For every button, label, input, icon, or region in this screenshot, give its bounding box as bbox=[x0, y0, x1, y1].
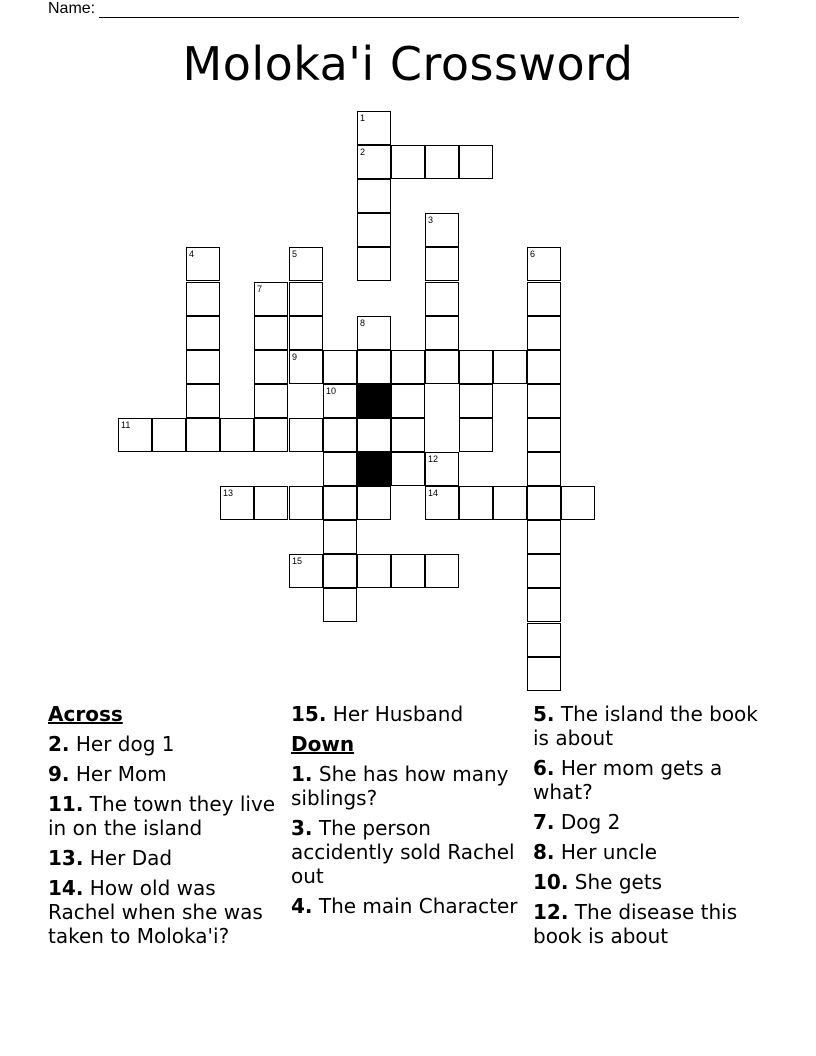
clue-number: 1 bbox=[360, 113, 366, 123]
grid-cell[interactable] bbox=[220, 486, 254, 520]
grid-cell[interactable] bbox=[425, 282, 459, 316]
clue-number: 10 bbox=[326, 386, 337, 396]
grid-cell[interactable] bbox=[254, 350, 288, 384]
grid-cell[interactable] bbox=[220, 418, 254, 452]
grid-cell[interactable] bbox=[561, 486, 595, 520]
clue-item bbox=[533, 900, 771, 948]
grid-cell[interactable] bbox=[425, 350, 459, 384]
grid-cell[interactable] bbox=[357, 316, 391, 350]
clue-number: 3 bbox=[428, 215, 434, 225]
grid-cell[interactable] bbox=[493, 350, 527, 384]
grid-cell[interactable] bbox=[186, 282, 220, 316]
grid-cell[interactable] bbox=[357, 179, 391, 213]
grid-cell[interactable] bbox=[391, 554, 425, 588]
clue-number: 7 bbox=[257, 284, 263, 294]
clue-item-number: 13. bbox=[48, 846, 84, 870]
clue-item-number: 15. bbox=[291, 702, 327, 726]
black-square bbox=[357, 384, 391, 418]
grid-cell[interactable] bbox=[391, 418, 425, 452]
clue-item bbox=[48, 792, 286, 840]
clue-item bbox=[48, 762, 286, 786]
grid-cell[interactable] bbox=[425, 316, 459, 350]
grid-cell[interactable] bbox=[357, 145, 391, 179]
grid-cell[interactable] bbox=[527, 247, 561, 281]
clue-item-text: The person accidently sold Rachel out bbox=[291, 816, 515, 888]
clue-item-text: The island the book is about bbox=[533, 702, 758, 750]
grid-cell[interactable] bbox=[527, 418, 561, 452]
grid-cell[interactable] bbox=[289, 486, 323, 520]
clue-item bbox=[533, 840, 771, 864]
clue-item-text: Her Dad bbox=[83, 846, 173, 870]
clue-item-text: The town they live in on the island bbox=[48, 792, 276, 840]
clue-item-number: 14. bbox=[48, 876, 84, 900]
grid-cell[interactable] bbox=[323, 452, 357, 486]
grid-cell[interactable] bbox=[357, 418, 391, 452]
grid-cell[interactable] bbox=[527, 657, 561, 691]
clue-number: 2 bbox=[360, 147, 366, 157]
grid-cell[interactable] bbox=[459, 384, 493, 418]
grid-cell[interactable] bbox=[357, 111, 391, 145]
grid-cell[interactable] bbox=[186, 316, 220, 350]
name-label: Name: bbox=[48, 0, 96, 17]
clue-item-text: Her uncle bbox=[554, 840, 658, 864]
grid-cell[interactable] bbox=[391, 452, 425, 486]
grid-cell[interactable] bbox=[527, 384, 561, 418]
grid-cell[interactable] bbox=[357, 554, 391, 588]
grid-cell[interactable] bbox=[391, 350, 425, 384]
grid-cell[interactable] bbox=[425, 247, 459, 281]
clue-item-text: How old was Rachel when she was taken to Moloka'i? bbox=[48, 876, 263, 948]
grid-cell[interactable] bbox=[186, 247, 220, 281]
clue-number: 5 bbox=[292, 249, 298, 259]
clue-item bbox=[533, 756, 771, 804]
grid-cell[interactable] bbox=[493, 486, 527, 520]
clue-item bbox=[291, 702, 529, 726]
grid-cell[interactable] bbox=[459, 145, 493, 179]
grid-cell[interactable] bbox=[527, 554, 561, 588]
grid-cell[interactable] bbox=[459, 486, 493, 520]
grid-cell[interactable] bbox=[527, 486, 561, 520]
clue-item-number: 6. bbox=[533, 756, 555, 780]
grid-cell[interactable] bbox=[391, 145, 425, 179]
clue-item-number: 3. bbox=[291, 816, 313, 840]
grid-cell[interactable] bbox=[289, 247, 323, 281]
grid-cell[interactable] bbox=[254, 418, 288, 452]
grid-cell[interactable] bbox=[357, 486, 391, 520]
grid-cell[interactable] bbox=[289, 316, 323, 350]
grid-cell[interactable] bbox=[254, 316, 288, 350]
clue-number: 13 bbox=[223, 488, 234, 498]
grid-cell[interactable] bbox=[186, 418, 220, 452]
grid-cell[interactable] bbox=[357, 213, 391, 247]
clue-column-2 bbox=[291, 702, 529, 924]
clue-number: 9 bbox=[292, 352, 298, 362]
clue-item-number: 1. bbox=[291, 762, 313, 786]
grid-cell[interactable] bbox=[459, 350, 493, 384]
grid-cell[interactable] bbox=[527, 520, 561, 554]
clue-column-3 bbox=[533, 702, 771, 954]
clue-item-text: The disease this book is about bbox=[533, 900, 738, 948]
grid-cell[interactable] bbox=[425, 213, 459, 247]
grid-cell[interactable] bbox=[425, 554, 459, 588]
clue-column-1 bbox=[48, 702, 286, 954]
grid-cell[interactable] bbox=[289, 554, 323, 588]
clue-item bbox=[291, 816, 529, 888]
clue-number: 4 bbox=[189, 249, 195, 259]
grid-cell[interactable] bbox=[289, 418, 323, 452]
grid-cell[interactable] bbox=[527, 282, 561, 316]
grid-cell[interactable] bbox=[323, 520, 357, 554]
grid-cell[interactable] bbox=[425, 486, 459, 520]
clue-item bbox=[533, 870, 771, 894]
grid-cell[interactable] bbox=[323, 486, 357, 520]
grid-cell[interactable] bbox=[425, 145, 459, 179]
clue-number: 6 bbox=[530, 249, 536, 259]
grid-cell[interactable] bbox=[527, 588, 561, 622]
grid-cell[interactable] bbox=[289, 350, 323, 384]
page-title: Moloka'i Crossword bbox=[182, 37, 634, 91]
grid-cell[interactable] bbox=[254, 486, 288, 520]
clue-item-text: She gets bbox=[568, 870, 663, 894]
clue-item-number: 5. bbox=[533, 702, 555, 726]
across-heading: Across bbox=[48, 702, 123, 726]
grid-cell[interactable] bbox=[425, 452, 459, 486]
grid-cell[interactable] bbox=[254, 282, 288, 316]
clue-item-text: Her Husband bbox=[326, 702, 464, 726]
grid-cell[interactable] bbox=[186, 384, 220, 418]
clue-item-number: 10. bbox=[533, 870, 569, 894]
clue-item-number: 4. bbox=[291, 894, 313, 918]
clue-number: 15 bbox=[292, 556, 303, 566]
grid-cell[interactable] bbox=[289, 282, 323, 316]
grid-cell[interactable] bbox=[323, 588, 357, 622]
clue-number: 12 bbox=[428, 454, 439, 464]
grid-cell[interactable] bbox=[357, 350, 391, 384]
clue-item bbox=[48, 846, 286, 870]
clue-number: 14 bbox=[428, 488, 439, 498]
grid-cell[interactable] bbox=[323, 350, 357, 384]
grid-cell[interactable] bbox=[152, 418, 186, 452]
down-heading: Down bbox=[291, 732, 355, 756]
black-square bbox=[357, 452, 391, 486]
grid-cell[interactable] bbox=[323, 554, 357, 588]
grid-cell[interactable] bbox=[527, 452, 561, 486]
clue-item-number: 2. bbox=[48, 732, 70, 756]
grid-cell[interactable] bbox=[323, 384, 357, 418]
clue-number: 8 bbox=[360, 318, 366, 328]
clue-item-number: 11. bbox=[48, 792, 84, 816]
clue-item-number: 9. bbox=[48, 762, 70, 786]
grid-cell[interactable] bbox=[254, 384, 288, 418]
clue-item-number: 8. bbox=[533, 840, 555, 864]
clue-item bbox=[291, 762, 529, 810]
grid-cell[interactable] bbox=[527, 623, 561, 657]
grid-cell[interactable] bbox=[323, 418, 357, 452]
grid-cell[interactable] bbox=[391, 384, 425, 418]
clue-item-text: Dog 2 bbox=[554, 810, 621, 834]
grid-cell[interactable] bbox=[527, 350, 561, 384]
grid-cell[interactable] bbox=[186, 350, 220, 384]
clue-item bbox=[533, 810, 771, 834]
clue-item bbox=[291, 894, 529, 918]
clue-item-text: Her Mom bbox=[69, 762, 167, 786]
grid-cell[interactable] bbox=[459, 418, 493, 452]
clue-item bbox=[48, 732, 286, 756]
clue-item-text: Her dog 1 bbox=[69, 732, 175, 756]
clue-number: 11 bbox=[121, 420, 131, 430]
grid-cell[interactable] bbox=[357, 247, 391, 281]
clue-item-number: 12. bbox=[533, 900, 569, 924]
grid-cell[interactable] bbox=[527, 316, 561, 350]
clue-item-number: 7. bbox=[533, 810, 555, 834]
clue-item-text: Her mom gets a what? bbox=[533, 756, 723, 804]
clue-item bbox=[48, 876, 286, 948]
clue-item-text: She has how many siblings? bbox=[291, 762, 509, 810]
clue-item-text: The main Character bbox=[312, 894, 518, 918]
clue-item bbox=[533, 702, 771, 750]
grid-cell[interactable] bbox=[118, 418, 152, 452]
